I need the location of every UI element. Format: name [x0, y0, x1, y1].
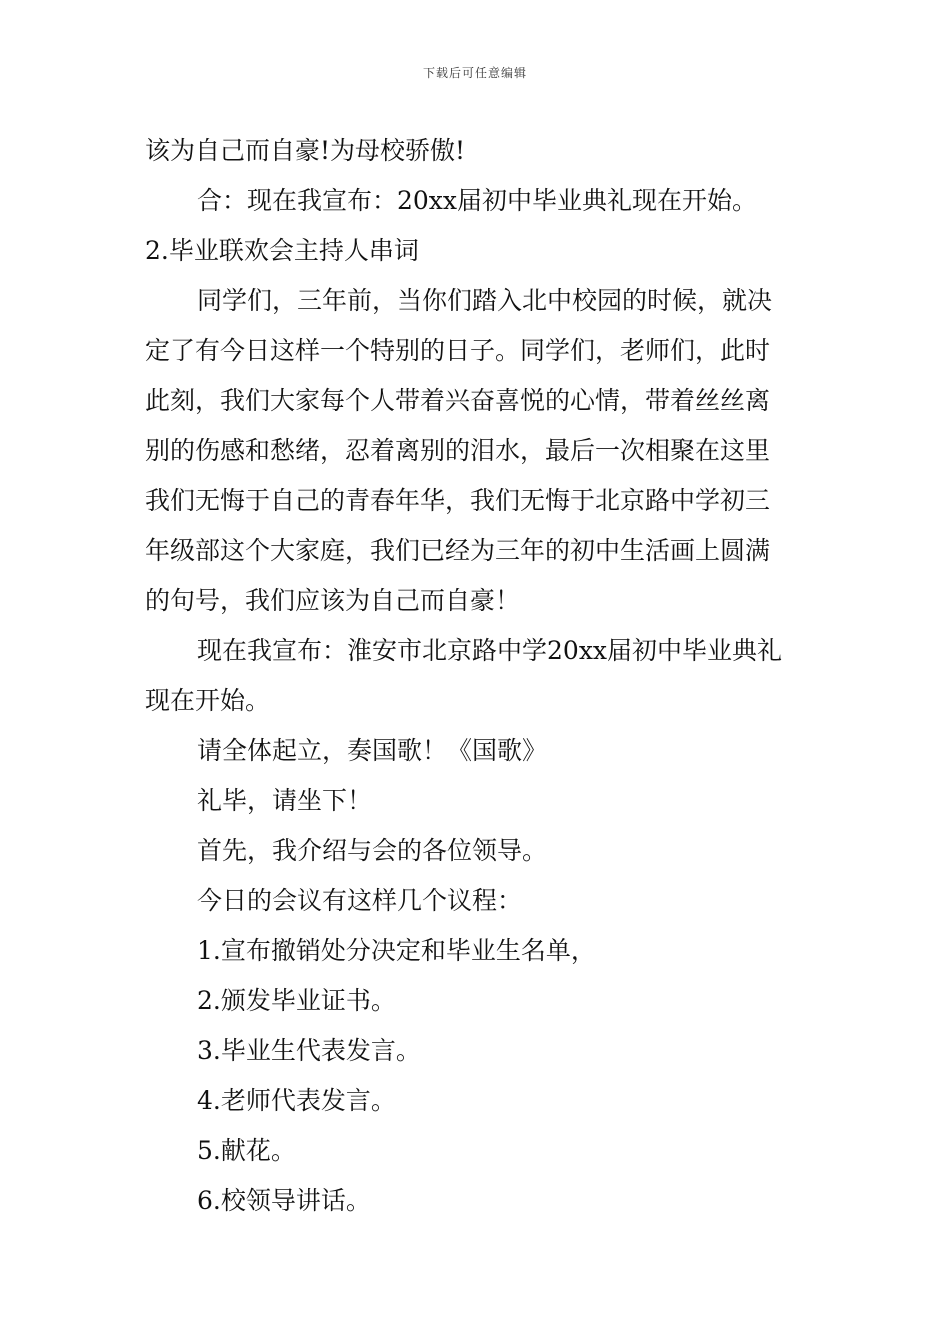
text-line-4: 同学们，三年前，当你们踏入北中校园的时候，就决 — [197, 286, 773, 315]
section-heading: 2.毕业联欢会主持人串词 — [145, 236, 419, 265]
text-line-11: 现在我宣布：淮安市北京路中学20xx届初中毕业典礼 — [197, 636, 783, 665]
agenda-item-3: 3.毕业生代表发言。 — [197, 1036, 421, 1065]
text-line-15: 首先，我介绍与会的各位领导。 — [197, 836, 548, 865]
agenda-item-5: 5.献花。 — [197, 1136, 296, 1165]
text-line-10: 的句号，我们应该为自己而自豪！ — [145, 586, 521, 615]
text-line-5: 定了有今日这样一个特别的日子。同学们，老师们，此时 — [145, 336, 771, 365]
agenda-intro: 今日的会议有这样几个议程： — [197, 886, 523, 915]
agenda-item-4: 4.老师代表发言。 — [197, 1086, 396, 1115]
text-line-6: 此刻，我们大家每个人带着兴奋喜悦的心情，带着丝丝离 — [145, 386, 771, 415]
text-line-14: 礼毕，请坐下！ — [197, 786, 373, 815]
agenda-item-6: 6.校领导讲话。 — [197, 1186, 371, 1215]
text-line-9: 年级部这个大家庭，我们已经为三年的初中生活画上圆满 — [145, 536, 771, 565]
text-line-12: 现在开始。 — [145, 686, 271, 715]
text-line-1: 该为自己而自豪!为母校骄傲! — [145, 136, 466, 165]
text-line-7: 别的伤感和愁绪，忍着离别的泪水，最后一次相聚在这里 — [145, 436, 771, 465]
text-line-8: 我们无悔于自己的青春年华，我们无悔于北京路中学初三 — [145, 486, 771, 515]
document-body — [145, 126, 815, 1226]
agenda-item-2: 2.颁发毕业证书。 — [197, 986, 396, 1015]
text-line-2: 合：现在我宣布：20xx届初中毕业典礼现在开始。 — [197, 186, 758, 215]
text-line-13: 请全体起立，奏国歌！《国歌》 — [197, 736, 548, 765]
agenda-item-1: 1.宣布撤销处分决定和毕业生名单， — [197, 936, 596, 965]
page-header: 下载后可任意编辑 — [422, 66, 527, 80]
